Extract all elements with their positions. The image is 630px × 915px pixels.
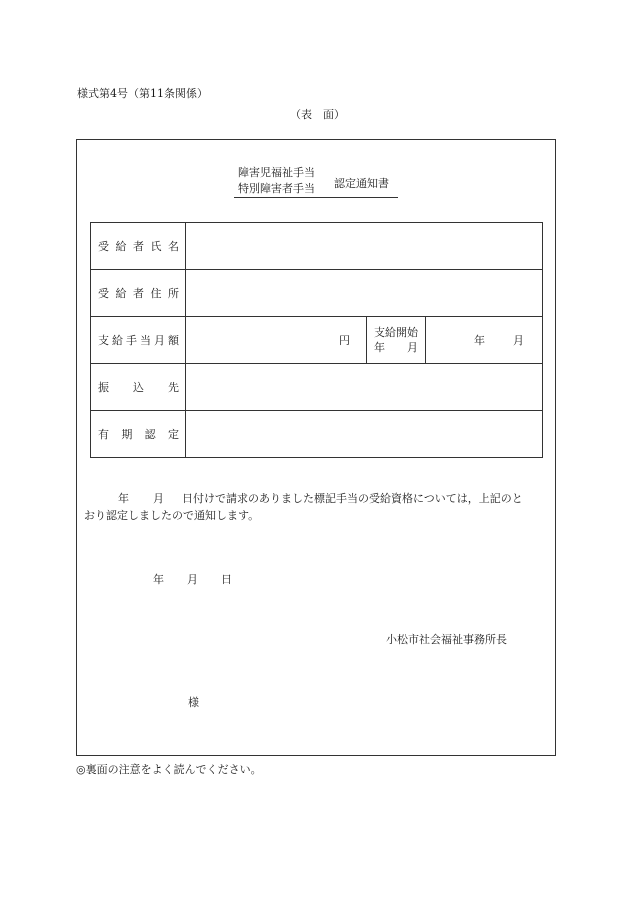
transfer-destination-field[interactable]	[186, 364, 543, 411]
validity-period-label	[91, 411, 186, 458]
label-char: 期	[121, 428, 133, 441]
label-char: 込	[133, 381, 144, 394]
notice-month: 月	[153, 492, 164, 505]
yen-unit: 円	[339, 334, 350, 347]
label-char: 者	[133, 240, 144, 253]
validity-period-field[interactable]	[186, 411, 543, 458]
issuing-office: 小松市社会福祉事務所長	[386, 633, 507, 646]
notice-line2: おり認定しましたので通知します。	[84, 509, 260, 522]
date-year: 年	[153, 573, 164, 586]
title-line-2: 特別障害者手当	[238, 182, 315, 195]
info-table	[90, 222, 543, 458]
month-unit: 月	[513, 334, 524, 347]
label-char: 住	[150, 287, 162, 300]
recipient-address-field[interactable]	[186, 270, 543, 317]
title-line-1: 障害児福祉手当	[238, 166, 315, 179]
footnote: ◎裏面の注意をよく読んでください。	[76, 763, 262, 776]
notice-line1: 日付けで請求のありました標記手当の受給資格については，上記のと	[182, 492, 523, 505]
label-char: 有	[98, 428, 109, 441]
payment-start-label	[367, 317, 426, 364]
label-char: 支	[98, 334, 109, 347]
recipient-address-label	[91, 270, 186, 317]
addressee-honorific: 様	[188, 696, 199, 709]
recipient-name-label	[91, 223, 186, 270]
payment-start-label-line1: 支給開始	[374, 326, 418, 339]
label-char: 給	[115, 240, 127, 253]
date-day: 日	[221, 573, 232, 586]
label-char: 受	[98, 287, 109, 300]
notice-year: 年	[118, 492, 129, 505]
table-row	[91, 270, 543, 317]
table-row	[91, 223, 543, 270]
title-underline	[234, 197, 398, 198]
payment-start-field[interactable]	[426, 317, 543, 364]
table-row	[91, 364, 543, 411]
transfer-destination-label	[91, 364, 186, 411]
label-char: 給	[112, 334, 123, 347]
label-char: 月	[154, 334, 165, 347]
monthly-amount-field[interactable]	[186, 317, 367, 364]
label-char: 名	[168, 240, 179, 253]
year-unit: 年	[474, 334, 485, 347]
label-char: 先	[168, 381, 179, 394]
title-suffix: 認定通知書	[334, 177, 389, 190]
notice-text	[84, 490, 550, 524]
table-row	[91, 317, 543, 364]
label-char: 当	[140, 334, 151, 347]
label-char: 振	[98, 381, 109, 394]
payment-start-label-line2: 年 月	[374, 341, 418, 354]
label-char: 所	[168, 287, 179, 300]
label-char: 受	[98, 240, 109, 253]
form-number: 様式第4号（第11条関係）	[77, 87, 208, 100]
label-char: 額	[168, 334, 179, 347]
date-month: 月	[187, 573, 198, 586]
label-char: 給	[115, 287, 127, 300]
label-char: 氏	[150, 240, 162, 253]
label-char: 者	[133, 287, 144, 300]
table-row	[91, 411, 543, 458]
label-char: 手	[126, 334, 137, 347]
label-char: 定	[167, 428, 179, 441]
recipient-name-field[interactable]	[186, 223, 543, 270]
side-indicator: （表 面）	[290, 108, 345, 121]
issue-date	[153, 571, 232, 587]
label-char: 認	[144, 428, 156, 441]
allowance-types	[238, 165, 315, 197]
monthly-amount-label	[91, 317, 186, 364]
